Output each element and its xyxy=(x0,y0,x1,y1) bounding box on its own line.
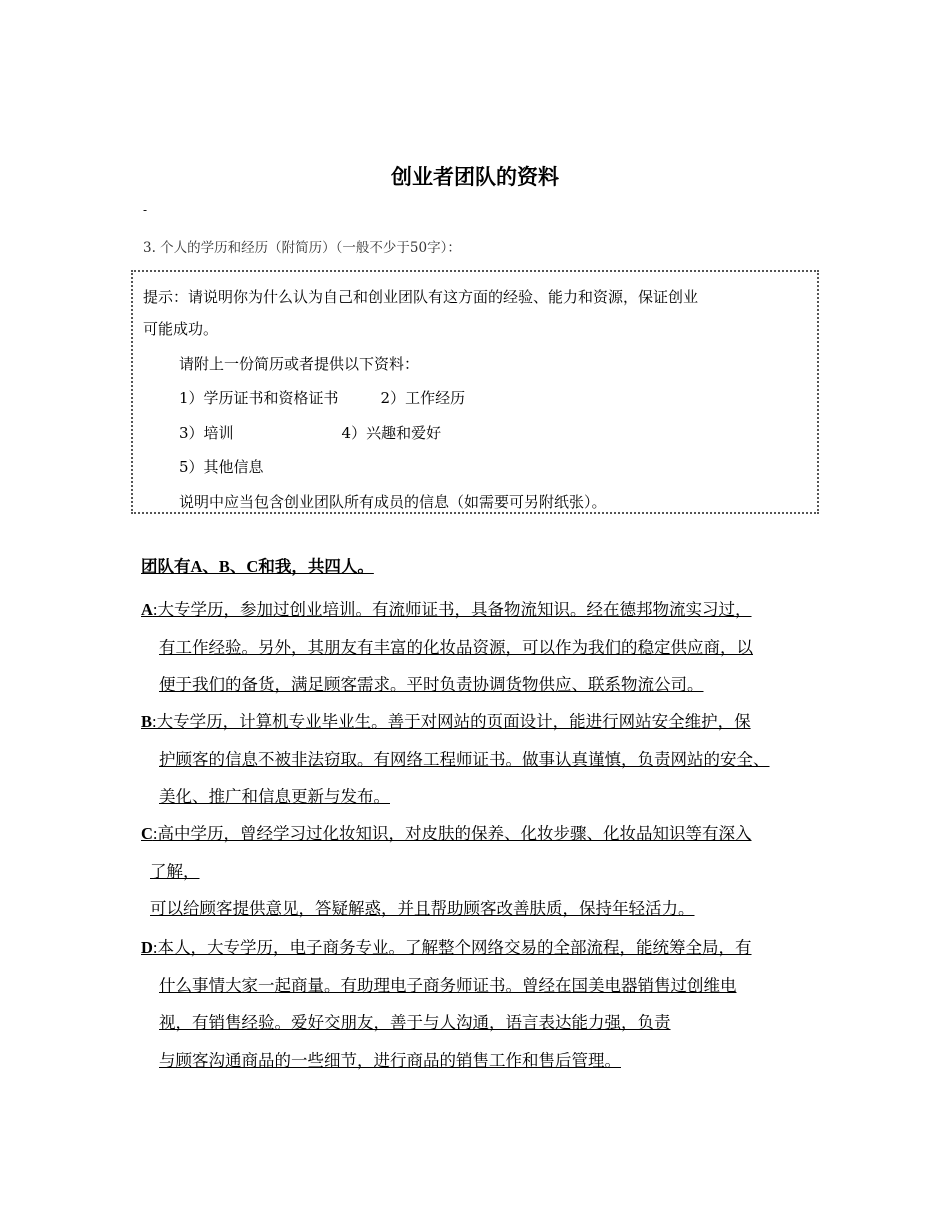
member-a-line-1: A:大专学历，参加过创业培训。有流师证书，具备物流知识。经在德邦物流实习过， xyxy=(141,600,752,619)
member-d-line-1: D:本人，大专学历，电子商务专业。了解整个网络交易的全部流程，能统筹全局，有 xyxy=(141,938,752,957)
member-b-line-3: 美化、推广和信息更新与发布。 xyxy=(159,787,390,806)
member-a-line-3: 便于我们的备货，满足顾客需求。平时负责协调货物供应、联系物流公司。 xyxy=(159,675,704,694)
team-heading: 团队有A、B、C和我，共四人。 xyxy=(141,557,374,576)
hint-item-2: 2）工作经历 xyxy=(380,389,466,407)
member-a-paragraph xyxy=(141,591,831,704)
hint-item-3: 3）培训 xyxy=(179,423,234,442)
member-c-line-2: 了解， xyxy=(150,861,200,881)
member-d-paragraph xyxy=(141,929,831,1079)
page-title: 创业者团队的资料 xyxy=(391,165,559,189)
member-d-line-3: 视，有销售经验。爱好交朋友，善于与人沟通，语言表达能力强，负责 xyxy=(159,1013,671,1032)
hint-text-line-1: 提示：请说明你为什么认为自己和创业团队有这方面的经验、能力和资源，保证创业 xyxy=(143,288,699,306)
member-d-line-4: 与顾客沟通商品的一些细节，进行商品的销售工作和售后管理。 xyxy=(159,1050,621,1070)
member-c-tag: C xyxy=(141,824,153,843)
hint-text-line-2: 可能成功。 xyxy=(143,320,219,338)
member-a-line-2: 有工作经验。另外，其朋友有丰富的化妆品资源，可以作为我们的稳定供应商，以 xyxy=(159,637,753,657)
member-b-paragraph xyxy=(141,703,831,816)
hint-attach-instruction: 请附上一份简历或者提供以下资料： xyxy=(179,354,420,373)
hint-item-1: 1）学历证书和资格证书 xyxy=(179,389,339,407)
hint-box xyxy=(131,270,819,514)
dash-mark: - xyxy=(143,203,148,217)
hint-note: 说明中应当包含创业团队所有成员的信息（如需要可另附纸张）。 xyxy=(179,492,607,511)
hint-items-row-2 xyxy=(143,416,809,451)
member-d-tag: D xyxy=(141,938,153,957)
member-b-line-2: 护顾客的信息不被非法窃取。有网络工程师证书。做事认真谨慎，负责网站的安全、 xyxy=(159,749,770,769)
member-c-paragraph xyxy=(141,815,831,928)
member-b-tag: B xyxy=(141,712,153,731)
hint-item-4: 4）兴趣和爱好 xyxy=(341,423,442,442)
question-3-label: 3. 个人的学历和经历（附简历）（一般不少于50字）： xyxy=(143,240,461,256)
member-c-line-1: C:高中学历，曾经学习过化妆知识，对皮肤的保养、化妆步骤、化妆品知识等有深入 xyxy=(141,824,752,843)
member-b-line-1: B:大专学历，计算机专业毕业生。善于对网站的页面设计，能进行网站安全维护，保 xyxy=(141,712,751,731)
hint-items-row-1 xyxy=(143,381,809,416)
member-c-line-3: 可以给顾客提供意见，答疑解惑，并且帮助顾客改善肤质，保持年轻活力。 xyxy=(150,899,695,918)
hint-item-5: 5）其他信息 xyxy=(179,458,264,476)
member-a-tag: A xyxy=(141,600,153,619)
member-d-line-2: 什么事情大家一起商量。有助理电子商务师证书。曾经在国美电器销售过创维电 xyxy=(159,975,737,995)
